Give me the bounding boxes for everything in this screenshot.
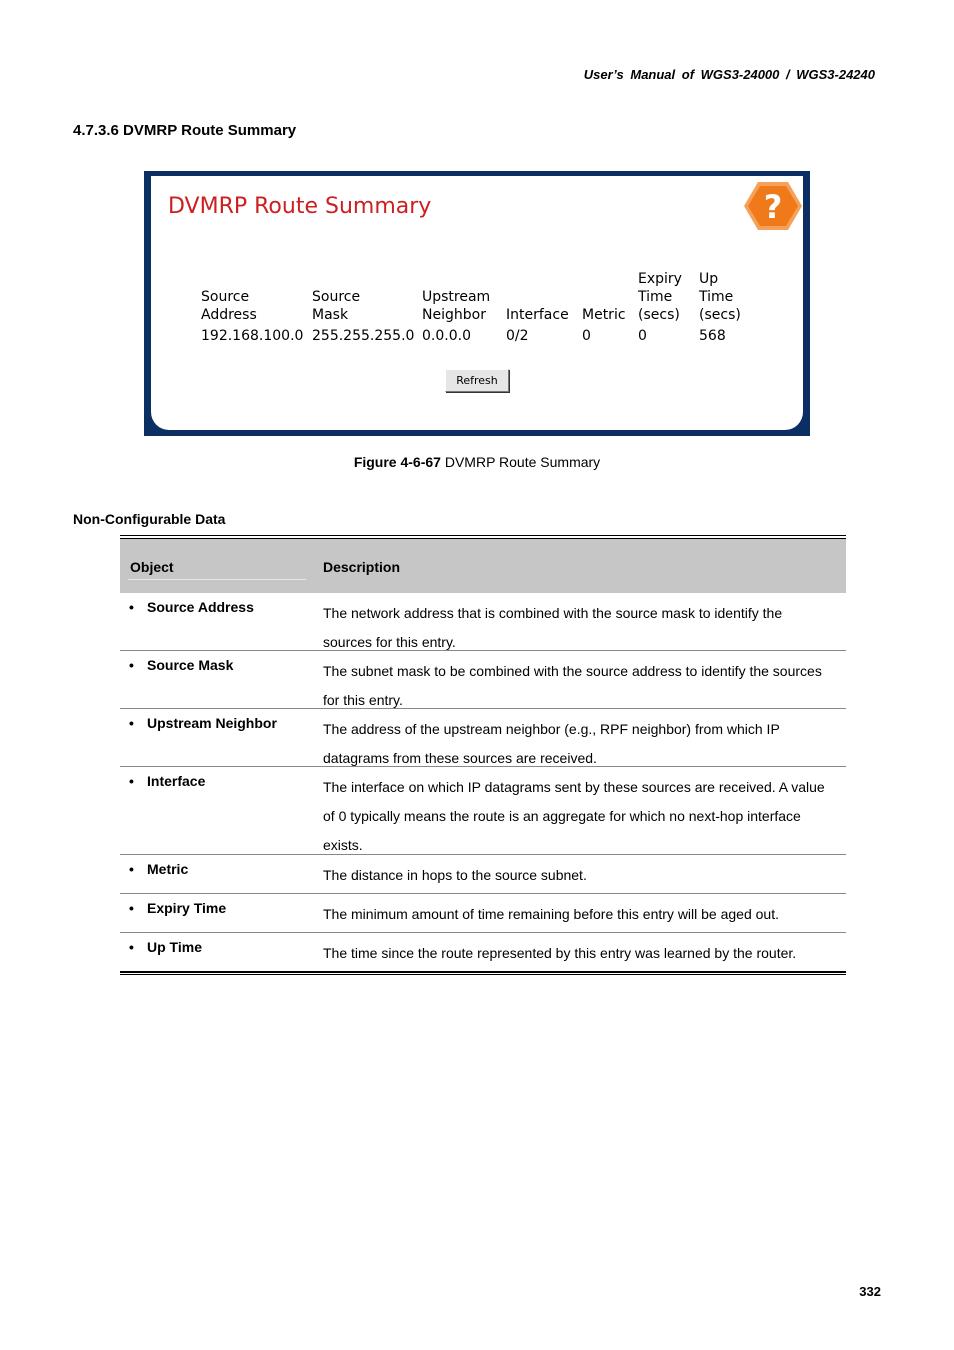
bullet-icon: • xyxy=(129,715,134,731)
figure-label: Figure 4-6-67 xyxy=(353,454,441,470)
row-object-label: Interface xyxy=(147,773,206,789)
row-object-label: Expiry Time xyxy=(147,900,227,916)
description-line: sources for this entry. xyxy=(323,634,456,650)
column-header: Source Mask xyxy=(312,289,361,323)
route-summary-table xyxy=(151,266,803,346)
bullet-icon: • xyxy=(129,861,134,877)
row-description xyxy=(323,933,846,968)
description-table xyxy=(120,535,846,975)
column-value: 0 xyxy=(638,328,647,344)
subhead: Non-Configurable Data xyxy=(73,511,226,527)
column-header: Metric xyxy=(582,307,626,323)
bullet-icon: • xyxy=(129,773,134,789)
row-object xyxy=(129,861,188,877)
row-object-label: Source Mask xyxy=(147,657,234,673)
description-line: The interface on which IP datagrams sent by these sources are received. A value xyxy=(323,779,825,795)
description-line: for this entry. xyxy=(323,692,403,708)
bullet-icon: • xyxy=(129,939,134,955)
row-object-label: Upstream Neighbor xyxy=(147,715,277,731)
row-description xyxy=(323,593,846,657)
description-line: The distance in hops to the source subnet. xyxy=(323,867,587,883)
row-description xyxy=(323,709,846,773)
table-row xyxy=(120,933,846,971)
row-object xyxy=(129,599,254,615)
row-object xyxy=(129,773,205,789)
description-line: The time since the route represented by this entry was learned by the router. xyxy=(323,945,797,961)
header-divider xyxy=(128,579,306,580)
column-value: 0 xyxy=(582,328,591,344)
table-row xyxy=(120,767,846,855)
column-value: 192.168.100.0 xyxy=(201,328,304,344)
question-mark-icon[interactable] xyxy=(742,178,804,234)
row-description xyxy=(323,767,846,860)
svg-text:?: ? xyxy=(763,188,783,226)
row-object xyxy=(129,657,233,673)
bullet-icon: • xyxy=(129,900,134,916)
screenshot-title: DVMRP Route Summary xyxy=(168,194,432,219)
figure-caption xyxy=(0,454,954,470)
table-row xyxy=(120,894,846,933)
screenshot-frame xyxy=(144,171,810,436)
header-object: Object xyxy=(130,559,174,575)
description-line: The address of the upstream neighbor (e.g., RPF neighbor) from which IP xyxy=(323,721,780,737)
section-title: 4.7.3.6 DVMRP Route Summary xyxy=(73,122,297,139)
row-description xyxy=(323,894,846,929)
row-object xyxy=(129,939,202,955)
column-header: Interface xyxy=(506,307,569,323)
figure-text: DVMRP Route Summary xyxy=(440,454,601,470)
column-value: 0.0.0.0 xyxy=(422,328,471,344)
column-value: 568 xyxy=(699,328,726,344)
bullet-icon: • xyxy=(129,599,134,615)
description-line: The minimum amount of time remaining before this entry will be aged out. xyxy=(323,906,779,922)
description-line: The subnet mask to be combined with the source address to identify the sources xyxy=(323,663,822,679)
row-object-label: Up Time xyxy=(147,939,202,955)
column-header: Source Address xyxy=(201,289,257,323)
page-number: 332 xyxy=(859,1284,881,1299)
document-header: User’s Manual of WGS3-24000 / WGS3-24240 xyxy=(583,67,875,82)
table-row xyxy=(120,593,846,651)
row-description xyxy=(323,651,846,715)
refresh-button[interactable]: Refresh xyxy=(445,369,509,392)
description-line: The network address that is combined with the source mask to identify the xyxy=(323,605,783,621)
table-row xyxy=(120,855,846,894)
column-header: Upstream Neighbor xyxy=(422,289,491,323)
column-header: Up Time (secs) xyxy=(699,271,741,323)
table-bottom-rule xyxy=(120,971,846,975)
table-row xyxy=(120,651,846,709)
column-value: 0/2 xyxy=(506,328,529,344)
table-header xyxy=(120,539,846,593)
column-value: 255.255.255.0 xyxy=(312,328,415,344)
table-row xyxy=(120,709,846,767)
description-line: of 0 typically means the route is an aggregate for which no next-hop interface xyxy=(323,808,801,824)
bullet-icon: • xyxy=(129,657,134,673)
row-object-label: Metric xyxy=(147,861,189,877)
row-object xyxy=(129,900,226,916)
header-description: Description xyxy=(323,559,401,575)
screenshot-panel xyxy=(151,176,803,430)
row-description xyxy=(323,855,846,890)
description-line: exists. xyxy=(323,837,363,853)
description-line: datagrams from these sources are received. xyxy=(323,750,597,766)
column-header: Expiry Time (secs) xyxy=(638,271,682,323)
row-object-label: Source Address xyxy=(147,599,254,615)
row-object xyxy=(129,715,277,731)
